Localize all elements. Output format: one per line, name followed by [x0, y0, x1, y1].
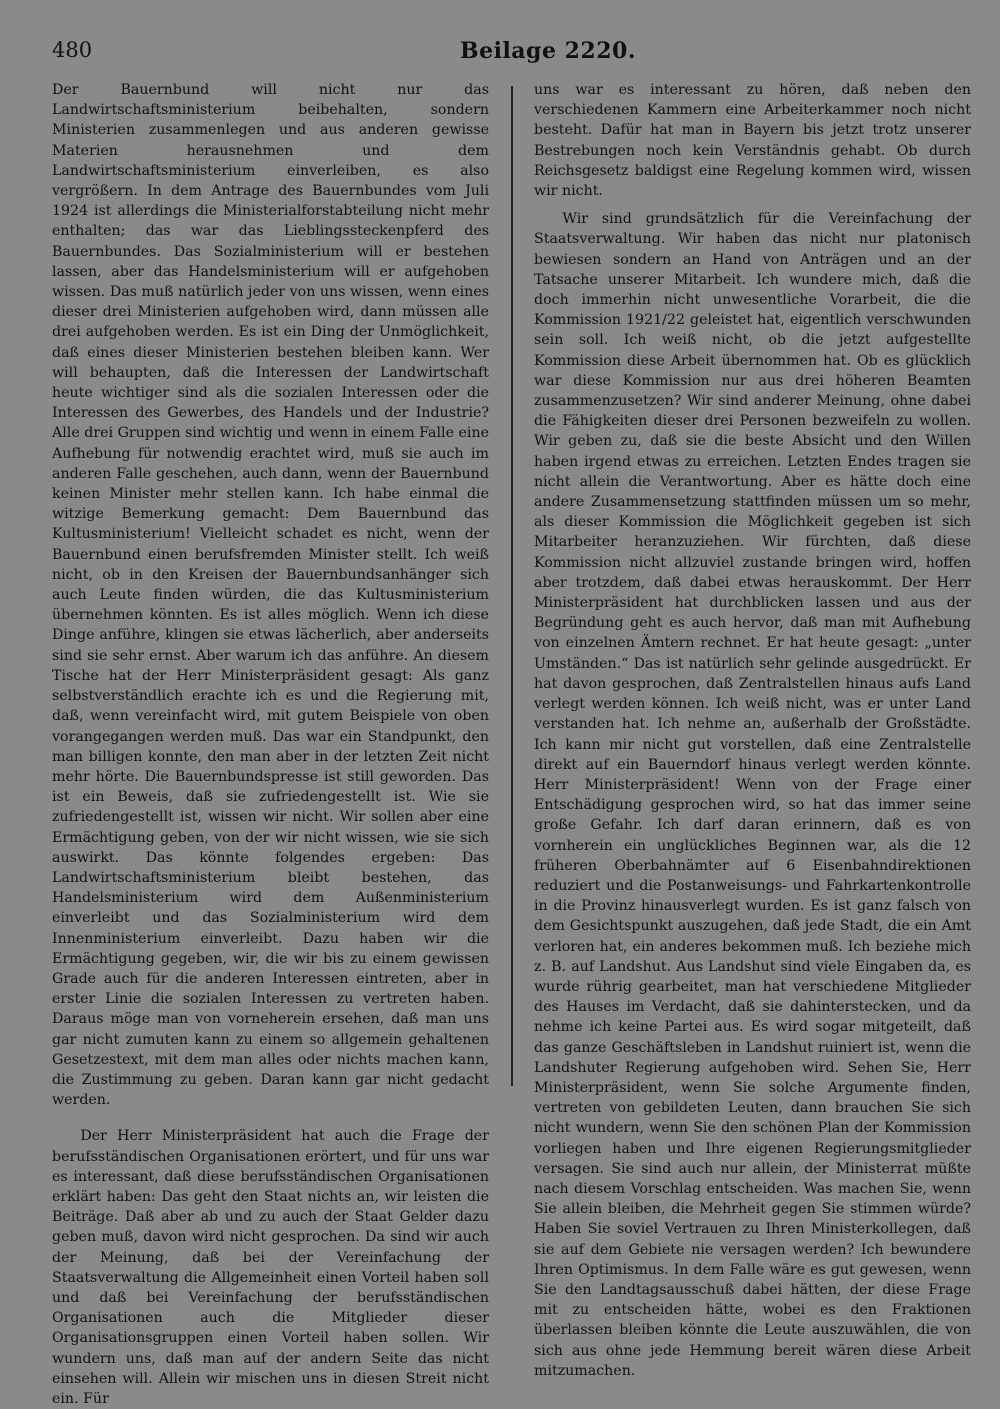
paragraph: uns war es interessant zu hören, daß neben den verschiedenen Kammern eine Arbeiterkammer noch nicht besteht. Dafür hat man in Bayern bis jetzt trotz unserer Bestrebungen noch kein Verständnis gehabt. Ob durch Reichsgesetz baldigst eine Regelung kommen wird, wissen wir nicht. — [534, 82, 971, 200]
page-number: 480 — [52, 38, 93, 62]
column-divider — [511, 86, 513, 1086]
page-title: Beilage 2220. — [460, 38, 636, 64]
paragraph: Der Bauernbund will nicht nur das Landwirtschaftsministerium beibehalten, sondern Ministerien zusammenlegen und aus anderen gewisse Materien herausnehmen und dem Landwirtschaftsministerium einverleiben, es also vergrößern. In dem Antrage des Bauernbundes vom Juli 1924 ist allerdings die Ministerialforstabteilung nicht mehr enthalten; das war das Lieblingssteckenpferd des Bauernbundes. Das Sozialministerium will er bestehen lassen, aber das Handelsministerium will er aufgehoben wissen. Das muß natürlich jeder von uns wissen, wenn eines dieser drei Ministerien aufgehoben wird, dann müssen alle drei aufgehoben werden. Es ist ein Ding der Unmöglichkeit, daß eines dieser Ministerien bestehen bleiben kann. Wer will behaupten, daß die Interessen der Landwirtschaft heute wichtiger sind als die sozialen Interessen oder die Interessen des Gewerbes, des Handels und der Industrie? Alle drei Gruppen sind wichtig und wenn in einem Falle eine Aufhebung für notwendig erachtet wird, muß sie auch im anderen Falle geschehen, auch dann, wenn der Bauernbund keinen Minister mehr stellen kann. Ich habe einmal die witzige Bemerkung gemacht: Dem Bauernbund das Kultusministerium! Vielleicht schadet es nicht, wenn der Bauernbund einen berufsfremden Minister stellt. Ich weiß nicht, ob in den Kreisen der Bauernbundsanhänger sich auch Leute finden würden, die das Kultusministerium übernehmen könnten. Es ist alles möglich. Wenn ich diese Dinge anführe, klingen sie etwas lächerlich, aber anderseits sind sie sehr ernst. Aber warum ich das anführe. An diesem Tische hat der Herr Ministerpräsident gesagt: Als ganz selbstverständlich erachte ich es und die Regierung mit, daß, wenn vereinfacht wird, mit gutem Beispiele von oben vorangegangen werden muß. Das war ein Standpunkt, den man billigen konnte, den man aber in der letzten Zeit nicht mehr hörte. Die Bauernbundspresse ist still geworden. Das ist ein Beweis, daß sie zufriedengestellt ist. Wie sie zufriedengestellt ist, wissen wir nicht. Wir sollen aber eine Ermächtigung geben, von der wir nicht wissen, wie sie sich auswirkt. Das könnte folgendes ergeben: Das Landwirtschaftsministerium bleibt bestehen, das Handelsministerium wird dem Außenministerium einverleibt und das Sozialministerium wird dem Innenministerium einverleibt. Dazu haben wir die Ermächtigung gegeben, wir, die wir bis zu einem gewissen Grade auch für die anderen Interessen eintreten, aber in erster Linie die sozialen Interessen zu vertreten haben. Daraus möge man von vorneherein ersehen, daß man uns gar nicht zumuten kann zu einem so allgemein gehaltenen Gesetzestext, mit dem man alles oder nichts machen kann, die Zustimmung zu geben. Daran kann gar nicht gedacht werden. — [52, 82, 489, 1109]
paragraph: Der Herr Ministerpräsident hat auch die Frage der berufsständischen Organisationen erörtert, und für uns war es interessant, daß diese berufsständischen Organisationen erklärt haben: Das geht den Staat nichts an, wir leisten die Beiträge. Daß aber ab und zu auch der Staat Gelder dazu geben muß, davon wird nicht gesprochen. Da sind wir auch der Meinung, daß bei der Vereinfachung der Staatsverwaltung die Allgemeinheit einen Vorteil haben soll und daß bei Vereinfachung der berufsständischen Organisationen auch die Mitglieder dieser Organisationsgruppen einen Vorteil haben sollen. Wir wundern uns, daß man auf der andern Seite das nicht einsehen will. Allein wir mischen uns in diesen Streit nicht ein. Für — [52, 1128, 489, 1407]
right-column — [534, 80, 971, 1381]
left-column — [52, 80, 489, 1409]
paragraph: Wir sind grundsätzlich für die Vereinfachung der Staatsverwaltung. Wir haben das nicht nur platonisch bewiesen sondern an Hand von Anträgen und an der Tatsache unserer Mitarbeit. Ich wundere mich, daß die doch immerhin nicht unwesentliche Vorarbeit, die die Kommission 1921/22 geleistet hat, eigentlich verschwunden sein soll. Ich weiß nicht, ob die jetzt aufgestellte Kommission diese Arbeit übernommen hat. Ob es glücklich war diese Kommission nur aus drei höheren Beamten zusammenzusetzen? Wir sind anderer Meinung, ohne dabei die Fähigkeiten dieser drei Personen bezweifeln zu wollen. Wir geben zu, daß sie die beste Absicht und den Willen haben irgend etwas zu erreichen. Letzten Endes tragen sie nicht allein die Verantwortung. Aber es hätte doch eine andere Zusammensetzung stattfinden müssen um so mehr, als dieser Kommission die Möglichkeit gegeben ist sich Mitarbeiter heranzuziehen. Wir fürchten, daß diese Kommission nicht allzuviel zustande bringen wird, hoffen aber trotzdem, daß dabei etwas herauskommt. Der Herr Ministerpräsident hat durchblicken lassen und aus der Begründung geht es auch hervor, daß man mit Aufhebung von einzelnen Ämtern rechnet. Er hat heute gesagt: „unter Umständen.“ Das ist natürlich sehr gelinde ausgedrückt. Er hat davon gesprochen, daß Zentralstellen hinaus aufs Land verlegt werden können. Ich weiß nicht, was er unter Land verstanden hat. Ich nehme an, außerhalb der Großstädte. Ich kann mir nicht gut vorstellen, daß eine Zentralstelle direkt auf ein Bauerndorf hinaus verlegt werden könnte. Herr Ministerpräsident! Wenn von der Frage einer Entschädigung gesprochen wird, so hat das immer seine große Gefahr. Ich darf daran erinnern, daß es von vornherein ein unglückliches Beginnen war, als die 12 früheren Oberbahnämter auf 6 Eisenbahndirektionen reduziert und die Postanweisungs- und Fahrkartenkontrolle in die Provinz hinausverlegt wurden. Es ist ganz falsch von dem Gesichtspunkt auszugehen, daß jede Stadt, die ein Amt verloren hat, ein anderes bekommen muß. Ich beziehe mich z. B. auf Landshut. Aus Landshut sind viele Eingaben da, es wurde rührig gearbeitet, man hat verschiedene Mitglieder des Hauses im Verdacht, daß sie dahinterstecken, und da nehme ich keine Partei aus. Es wird sogar mitgeteilt, daß das ganze Geschäftsleben in Landshut ruiniert ist, wenn die Landshuter Regierung aufgehoben wird. Sehen Sie, Herr Ministerpräsident, wenn Sie solche Argumente finden, vertreten von gebildeten Leuten, dann brauchen Sie sich nicht wundern, wenn Sie den schönen Plan der Kommission vorliegen haben und Ihre eigenen Regierungsmitglieder versagen. Sie sind auch nur allein, der Ministerrat müßte nach diesem Vorschlag entscheiden. Was machen Sie, wenn Sie allein bleiben, die Mehrheit gegen Sie stimmen würde? Haben Sie soviel Vertrauen zu Ihren Ministerkollegen, daß sie auf dem Gebiete nie versagen werden? Ich bewundere Ihren Optimismus. In dem Falle wäre es gut gewesen, wenn Sie den Landtagsausschuß dabei hätten, der diese Frage mit zu entscheiden hätte, wobei es den Fraktionen überlassen bleiben könnte die Leute auszuwählen, die von sich aus ohne jede Hemmung bereit wären diese Arbeit mitzumachen. — [534, 211, 971, 1379]
page-header — [52, 38, 980, 68]
